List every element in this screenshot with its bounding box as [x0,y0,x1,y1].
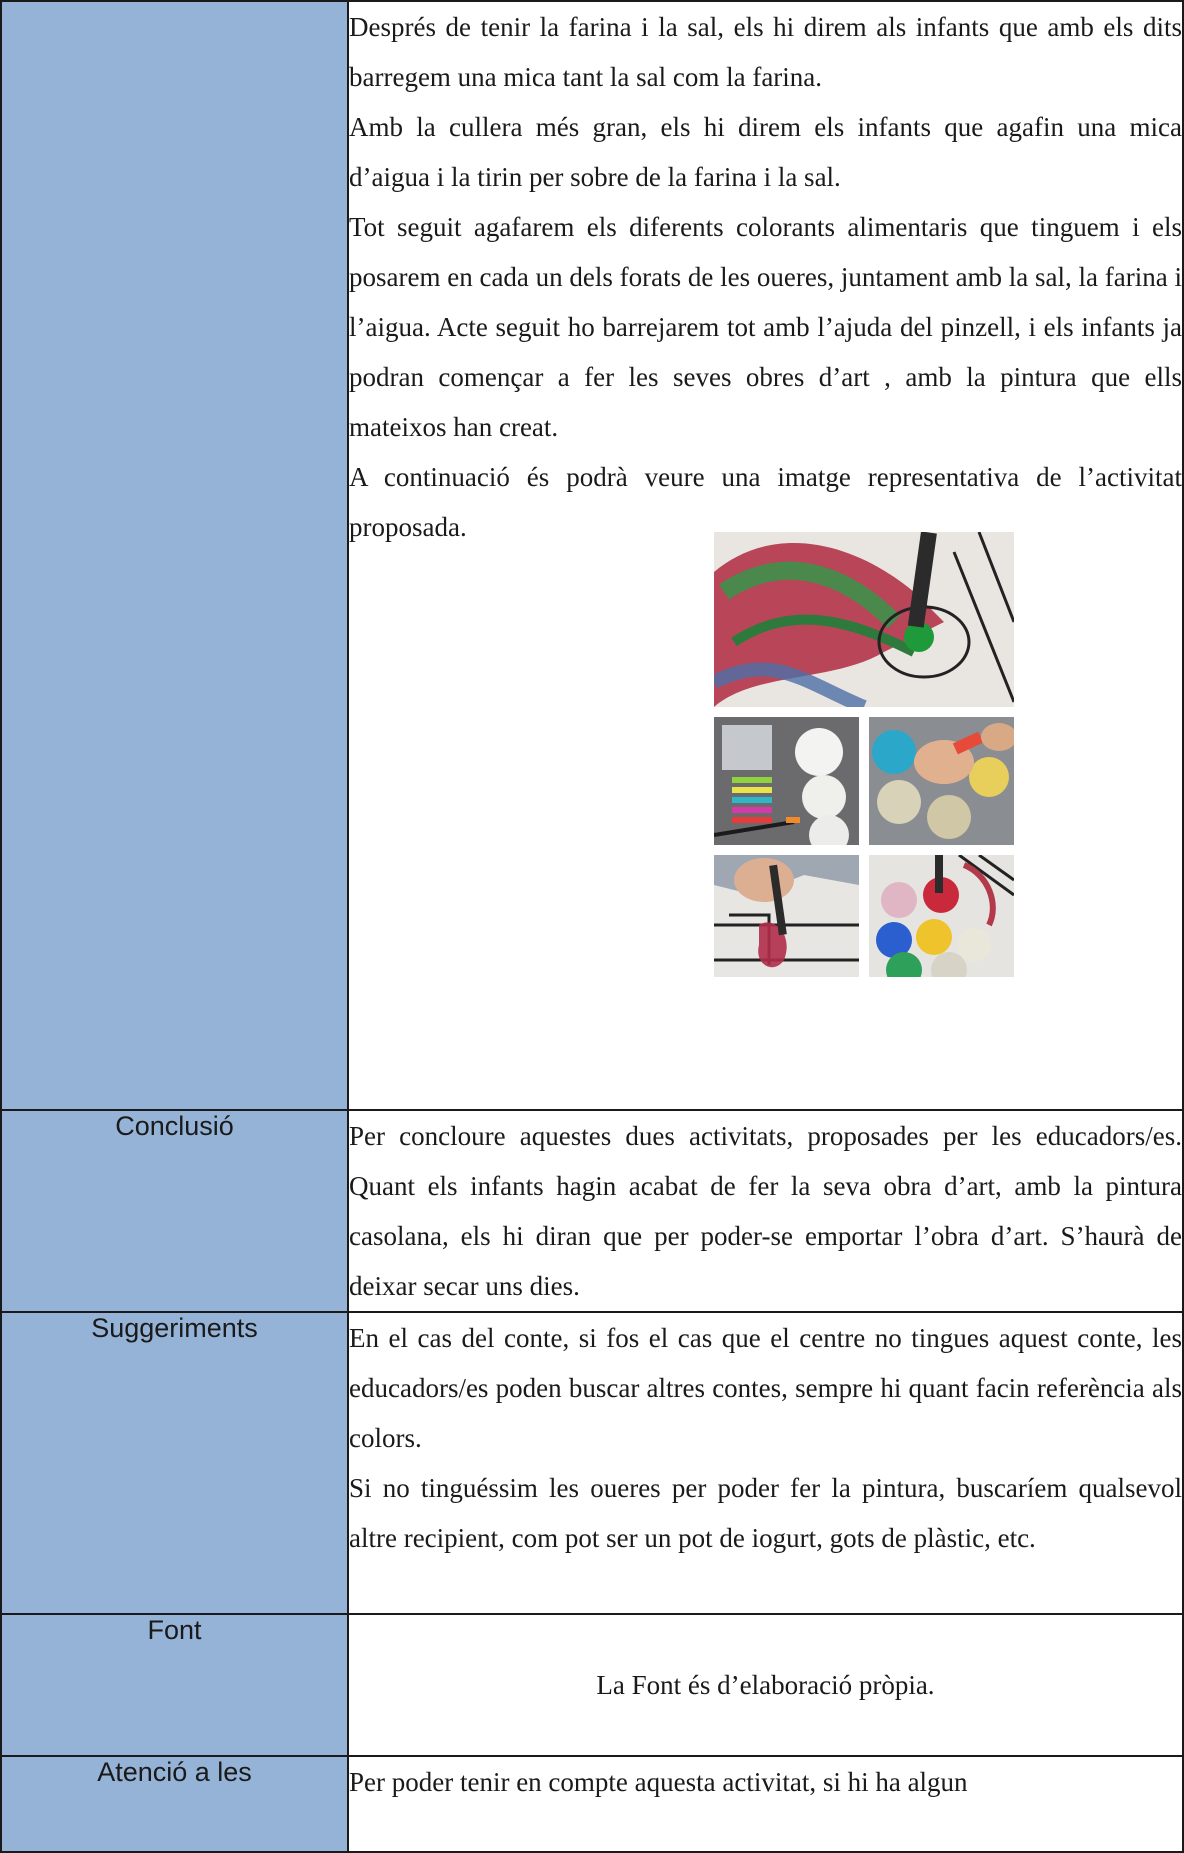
procedure-paragraph-2: Amb la cullera més gran, els hi direm els infants que agafin una mica d’aigua i la tirin per sobre de la farina i la sal. [349,112,1182,192]
attention-paragraph: Per poder tenir en compte aquesta activitat, si hi ha algun [349,1767,968,1797]
painting-closeup-photo [714,532,1014,707]
child-painting-photo [714,855,859,977]
conclusion-label-cell: Conclusió [1,1110,348,1312]
conclusion-paragraph: Per concloure aquestes dues activitats, proposades per les educadors/es. Quant els infants hagin acabat de fer la seva obra d’art, amb la pintura casolana, els hi diran que per poder-se emportar l’obra d’art. S’haurà de deixar secar uns dies. [349,1121,1182,1301]
suggestions-paragraph-1: En el cas del conte, si fos el cas que el centre no tingues aquest conte, les educadors/es poden buscar altres contes, sempre hi quant facin referència als colors. [349,1323,1182,1453]
procedure-paragraph-1: Després de tenir la farina i la sal, els hi direm als infants que amb els dits barregem una mica tant la sal com la farina. [349,12,1182,92]
source-paragraph: La Font és d’elaboració pròpia. [596,1670,935,1700]
suggestions-label-cell: Suggeriments [1,1312,348,1614]
source-label-cell: Font [1,1614,348,1756]
attention-row [1,1756,1183,1852]
suggestions-row [1,1312,1183,1614]
conclusion-row [1,1110,1183,1312]
source-content-cell [348,1614,1183,1756]
procedure-content-cell [348,1,1183,1110]
attention-label-cell: Atenció a les [1,1756,348,1852]
attention-content-cell [348,1756,1183,1852]
egg-carton-paints-photo [869,855,1014,977]
suggestions-paragraph-2: Si no tinguéssim les oueres per poder fer la pintura, buscaríem qualsevol altre recipient, com pot ser un pot de iogurt, gots de plàstic, etc. [349,1473,1182,1553]
procedure-paragraph-4: A continuació és podrà veure una imatge representativa de l’activitat proposada. [349,462,1182,542]
procedure-paragraph-3: Tot seguit agafarem els diferents colorants alimentaris que tinguem i els posarem en cada un dels forats de les oueres, juntament amb la sal, la farina i l’aigua. Acte seguit ho barrejarem tot amb l’ajuda del pinzell, i els infants ja podran començar a fer les seves obres d’art , amb la pintura que ells mateixos han creat. [349,212,1182,442]
suggestions-content-cell [348,1312,1183,1614]
materials-photo [714,717,859,845]
source-row [1,1614,1183,1756]
procedure-row [1,1,1183,1110]
conclusion-content-cell [348,1110,1183,1312]
activity-photo-collage [714,532,1014,977]
mixing-paint-photo [869,717,1014,845]
procedure-label-cell [1,1,348,1110]
